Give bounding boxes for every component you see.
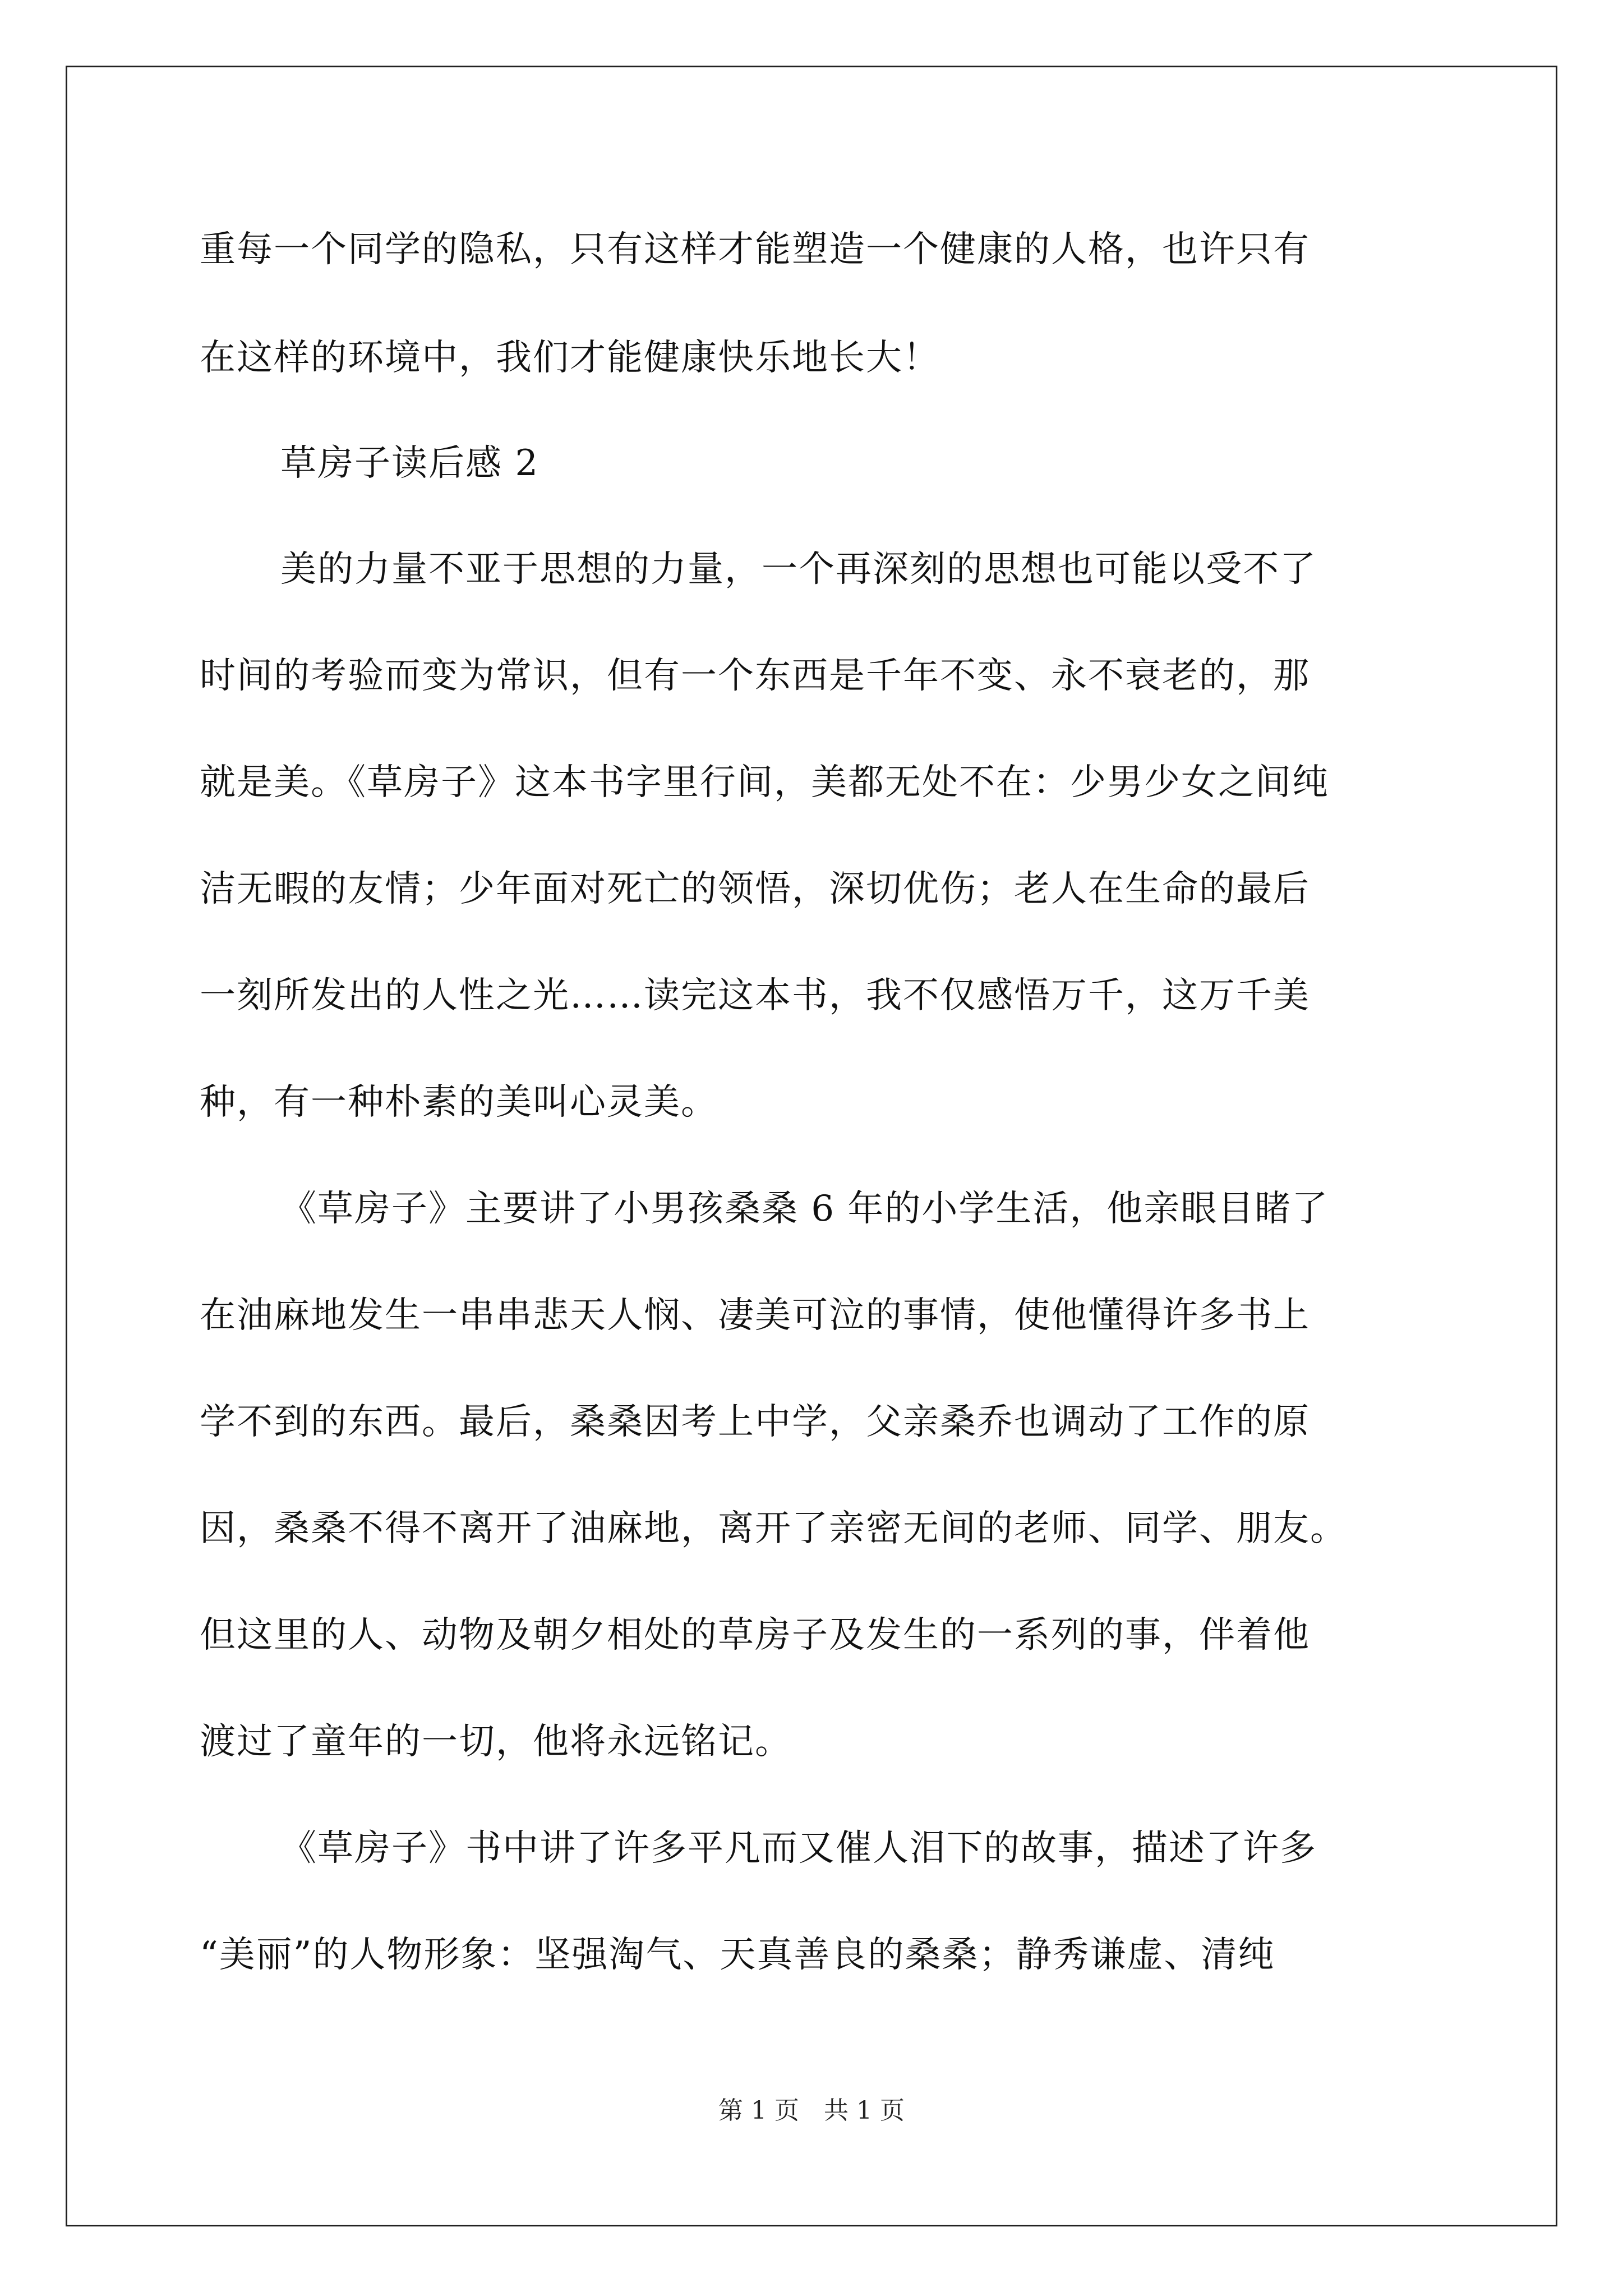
body-line: 在油麻地发生一串串悲天人悯、凄美可泣的事情，使他懂得许多书上 — [200, 1295, 1310, 1336]
paragraph-start: 美的力量不亚于思想的力量，一个再深刻的思想也可能以受不了 — [280, 549, 1317, 590]
paragraph-start: 《草房子》主要讲了小男孩桑桑 6 年的小学生活，他亲眼目睹了 — [280, 1188, 1329, 1230]
body-line: 时间的考验而变为常识，但有一个东西是千年不变、永不衰老的，那 — [200, 655, 1310, 697]
body-line: 洁无暇的友情；少年面对死亡的领悟，深切优伤；老人在生命的最后 — [200, 868, 1310, 910]
body-line: 在这样的环境中，我们才能健康快乐地长大！ — [200, 337, 940, 379]
body-line: 学不到的东西。最后，桑桑因考上中学，父亲桑乔也调动了工作的原 — [200, 1401, 1310, 1443]
body-line: 就是美。《草房子》这本书字里行间，美都无处不在：少男少女之间纯 — [200, 762, 1329, 803]
body-line: 因，桑桑不得不离开了油麻地，离开了亲密无间的老师、同学、朋友。 — [200, 1508, 1347, 1549]
body-line: 渡过了童年的一切，他将永远铭记。 — [200, 1721, 792, 1763]
paragraph-start: 《草房子》书中讲了许多平凡而又催人泪下的故事，描述了许多 — [280, 1828, 1317, 1869]
body-line: “美丽”的人物形象：坚强淘气、天真善良的桑桑；静秀谦虚、清纯 — [200, 1934, 1275, 1976]
page-border — [66, 66, 1557, 2226]
body-line: 重每一个同学的隐私，只有这样才能塑造一个健康的人格，也许只有 — [200, 229, 1310, 270]
section-heading: 草房子读后感 2 — [280, 443, 540, 484]
page-footer: 第 1 页 共 1 页 — [718, 2096, 905, 2125]
body-line: 一刻所发出的人性之光……读完这本书，我不仅感悟万千，这万千美 — [200, 975, 1310, 1016]
body-line: 种，有一种朴素的美叫心灵美。 — [200, 1082, 718, 1123]
body-line: 但这里的人、动物及朝夕相处的草房子及发生的一系列的事，伴着他 — [200, 1614, 1310, 1656]
